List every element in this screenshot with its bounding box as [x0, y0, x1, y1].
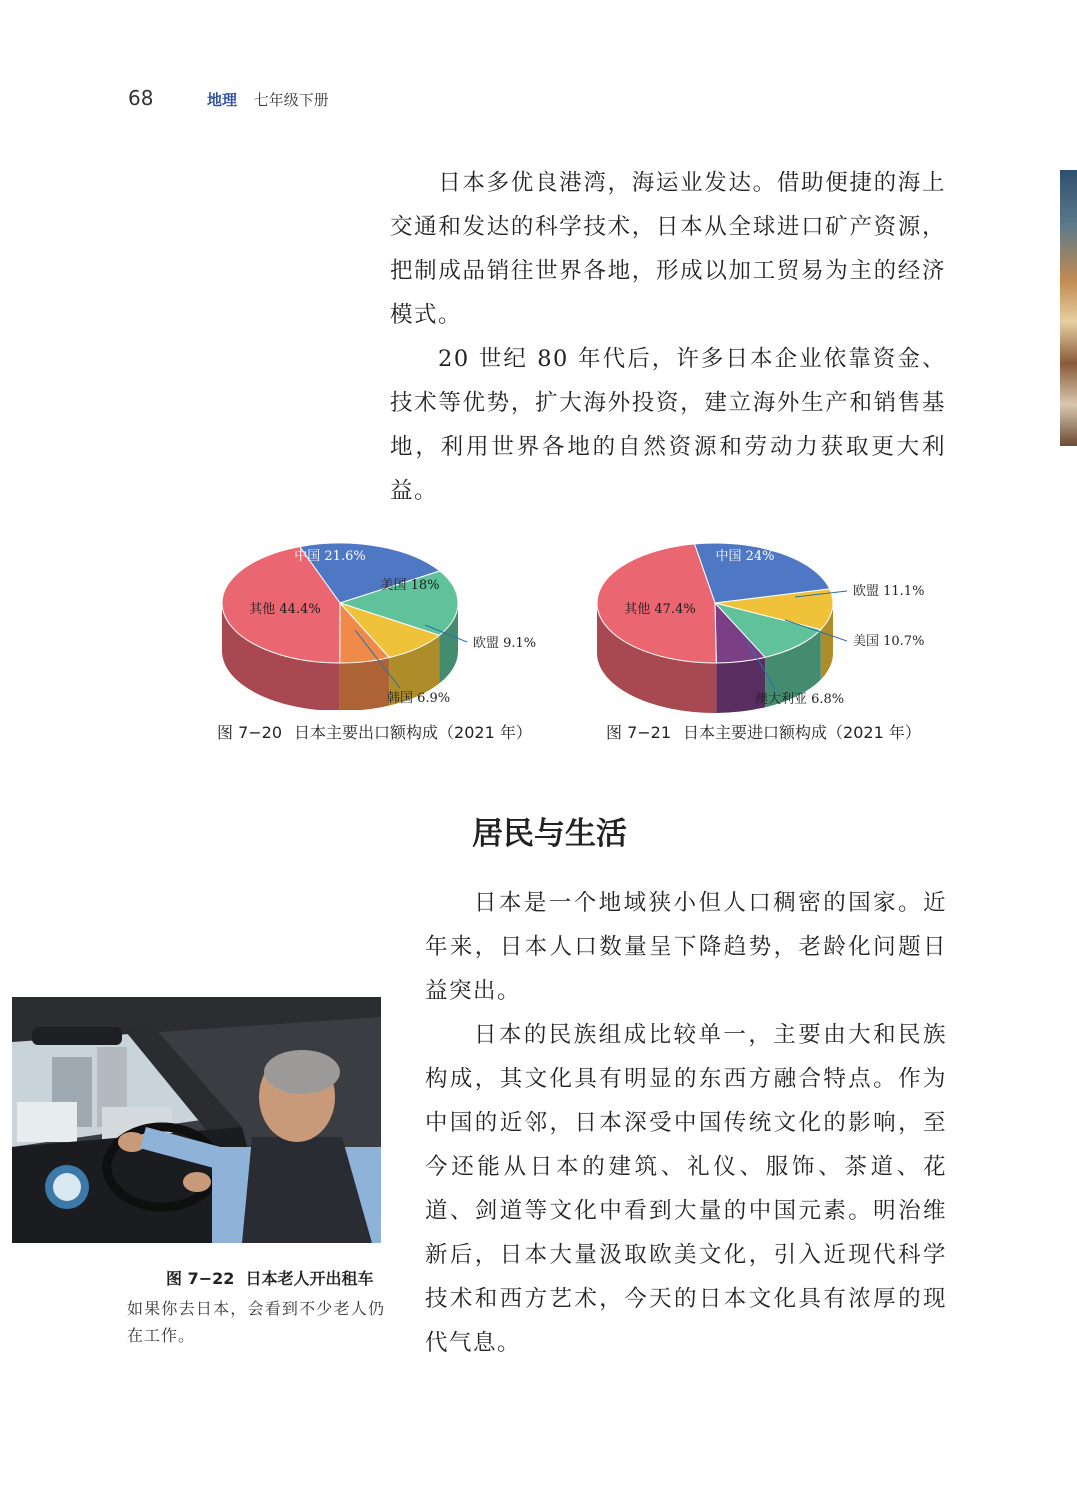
export-chart-caption-number: 图 7−20: [217, 723, 283, 742]
photo-note: 如果你去日本，会看到不少老人仍在工作。: [127, 1299, 385, 1345]
import-chart-caption-text: 日本主要进口额构成（2021 年）: [683, 723, 921, 742]
pie-label-美国: 美国 10.7%: [853, 634, 925, 649]
intro-paragraph-2: 20 世纪 80 年代后，许多日本企业依靠资金、技术等优势，扩大海外投资，建立海外生产和销售基地，利用世界各地的自然资源和劳动力获取更大利益。: [390, 346, 946, 504]
section-text: [425, 881, 947, 1365]
taxi-driver-photo: [12, 997, 381, 1243]
photo-caption-text: 日本老人开出租车: [245, 1269, 374, 1288]
intro-text: [390, 161, 946, 513]
import-chart-caption-number: 图 7−21: [606, 723, 672, 742]
book-label: 七年级下册: [253, 91, 329, 109]
photo-caption-number: 图 7−22: [166, 1269, 235, 1288]
pie-label-欧盟: 欧盟 9.1%: [473, 636, 537, 651]
photo-caption: [166, 1266, 374, 1289]
pie-label-美国: 美国 18%: [380, 578, 440, 593]
intro-paragraph-1: 日本多优良港湾，海运业发达。借助便捷的海上交通和发达的科学技术，日本从全球进口矿产资源，把制成品销往世界各地，形成以加工贸易为主的经济模式。: [390, 170, 946, 328]
pie-label-其他: 其他 47.4%: [624, 602, 696, 617]
section-paragraph-1: 日本是一个地域狭小但人口稠密的国家。近年来，日本人口数量呈下降趋势，老龄化问题日益突出。: [425, 890, 947, 1004]
import-pie-chart: [585, 525, 945, 715]
subject-label: 地理: [207, 91, 238, 109]
pie-label-中国: 中国 21.6%: [294, 549, 366, 564]
pie-label-澳大利亚: 澳大利亚 6.8%: [755, 692, 845, 707]
pie-label-韩国: 韩国 6.9%: [387, 691, 451, 706]
pie-label-中国: 中国 24%: [715, 549, 775, 564]
pie-label-其他: 其他 44.4%: [249, 602, 321, 617]
section-paragraph-2: 日本的民族组成比较单一，主要由大和民族构成，其文化具有明显的东西方融合特点。作为中国的近邻，日本深受中国传统文化的影响，至今还能从日本的建筑、礼仪、服饰、茶道、花道、剑道等文化中看到大量的中国元素。明治维新后，日本大量汲取欧美文化，引入近现代科学技术和西方艺术，今天的日本文化具有浓厚的现代气息。: [425, 1022, 947, 1356]
export-chart-caption: [217, 720, 532, 743]
export-pie-chart: [205, 525, 565, 710]
import-chart-caption: [606, 720, 921, 743]
export-chart-caption-text: 日本主要出口额构成（2021 年）: [294, 723, 532, 742]
edge-photo-strip: [1060, 170, 1077, 446]
section-title: 居民与生活: [472, 816, 627, 852]
pie-label-欧盟: 欧盟 11.1%: [853, 584, 925, 599]
taxi-driver-illustration: [12, 997, 381, 1243]
page-number: 68: [128, 86, 154, 110]
running-head: [207, 89, 329, 110]
